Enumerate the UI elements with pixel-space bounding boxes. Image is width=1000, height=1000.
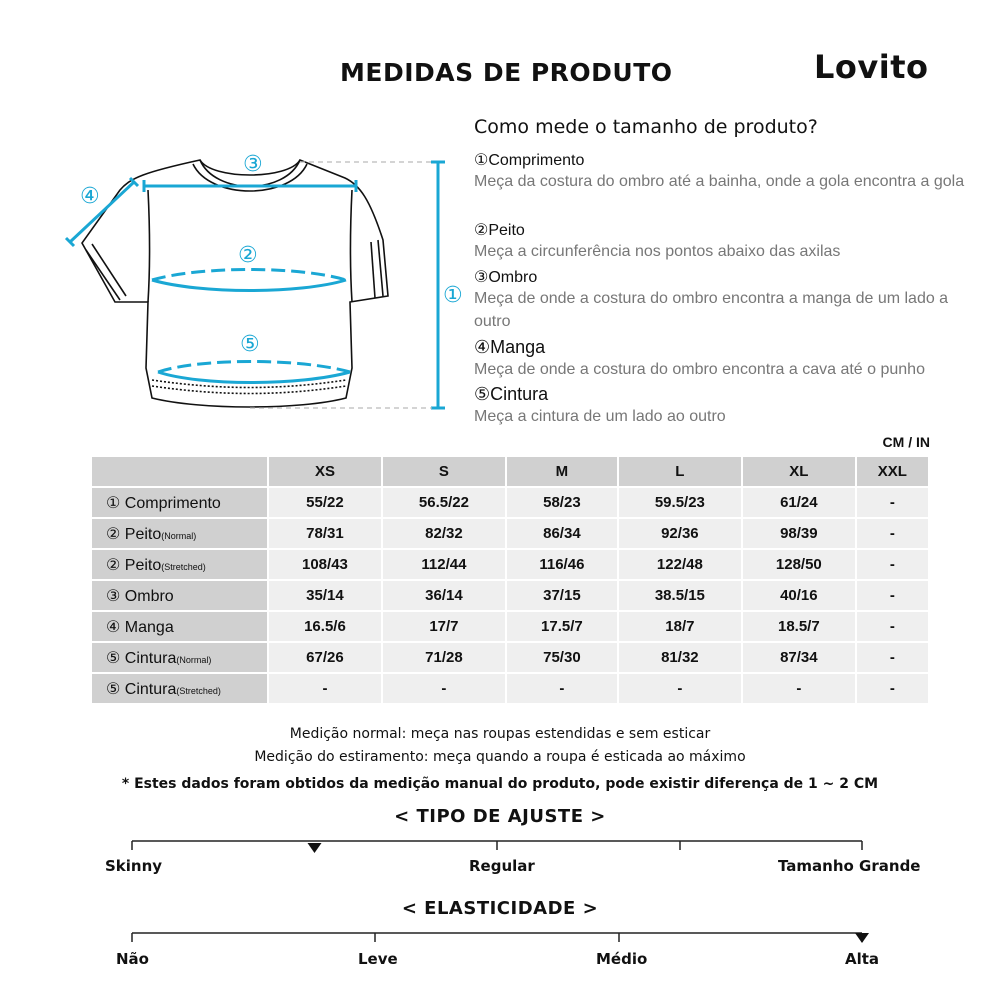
fit-label-oversize: Tamanho Grande	[778, 857, 921, 875]
table-cell: -	[619, 674, 741, 703]
chest-marker: ②	[238, 243, 258, 268]
table-cell: 128/50	[743, 550, 855, 579]
table-cell: 38.5/15	[619, 581, 741, 610]
table-header-row	[92, 457, 928, 486]
length-marker: ①	[443, 283, 463, 308]
table-row	[92, 612, 928, 641]
table-cell: 36/14	[383, 581, 505, 610]
table-cell: -	[507, 674, 617, 703]
table-cell: -	[857, 519, 928, 548]
table-cell: 18/7	[619, 612, 741, 641]
table-cell: 18.5/7	[743, 612, 855, 641]
table-cell: -	[383, 674, 505, 703]
fit-marker-icon	[308, 843, 322, 853]
row-label-text: ⑤ Cintura	[106, 649, 177, 667]
row-label-text: ③ Ombro	[106, 587, 174, 605]
column-header: S	[383, 457, 505, 486]
table-cell: 40/16	[743, 581, 855, 610]
table-cell: 35/14	[269, 581, 381, 610]
guide-title: Como mede o tamanho de produto?	[474, 116, 818, 138]
guide-heading: ⑤Cintura	[474, 384, 549, 404]
row-label-text: ⑤ Cintura	[106, 680, 177, 698]
column-header: XS	[269, 457, 381, 486]
row-label	[92, 519, 267, 548]
table-cell: 58/23	[507, 488, 617, 517]
row-label	[92, 550, 267, 579]
elasticity-title: < ELASTICIDADE >	[401, 898, 599, 919]
fit-title: < TIPO DE AJUSTE >	[394, 806, 606, 827]
sleeve-marker: ④	[80, 184, 100, 209]
guide-description: Meça da costura do ombro até a bainha, onde a gola encontra a gola	[474, 173, 965, 190]
normal-measure-note: Medição normal: meça nas roupas estendidas e sem esticar	[289, 726, 711, 742]
table-cell: 56.5/22	[383, 488, 505, 517]
table-cell: 17.5/7	[507, 612, 617, 641]
table-cell: 71/28	[383, 643, 505, 672]
table-cell: -	[857, 674, 928, 703]
size-table	[90, 455, 930, 705]
table-row	[92, 643, 928, 672]
row-label	[92, 612, 267, 641]
table-cell: 86/34	[507, 519, 617, 548]
table-cell: 92/36	[619, 519, 741, 548]
table-cell: 112/44	[383, 550, 505, 579]
row-label-text: ① Comprimento	[106, 494, 221, 512]
guide-item-chest	[474, 220, 974, 263]
table-cell: 81/32	[619, 643, 741, 672]
guide-item-sleeve	[474, 337, 974, 381]
row-label-qualifier: (Normal)	[161, 530, 197, 541]
stretch-measure-note: Medição do estiramento: meça quando a roupa é esticada ao máximo	[254, 749, 746, 765]
column-header: M	[507, 457, 617, 486]
elasticity-label-medium: Médio	[596, 950, 648, 968]
disclaimer-note: * Estes dados foram obtidos da medição manual do produto, pode existir diferença de 1 ~ 2 CM	[121, 776, 879, 792]
table-cell: -	[743, 674, 855, 703]
table-cell: 108/43	[269, 550, 381, 579]
table-cell: 87/34	[743, 643, 855, 672]
elasticity-label-light: Leve	[358, 950, 398, 968]
table-cell: -	[269, 674, 381, 703]
table-cell: -	[857, 612, 928, 641]
table-row	[92, 674, 928, 703]
guide-heading: ②Peito	[474, 222, 525, 239]
guide-item-length	[474, 150, 974, 193]
header-blank	[92, 457, 267, 486]
waist-marker: ⑤	[240, 332, 260, 357]
table-cell: 55/22	[269, 488, 381, 517]
row-label-text: ④ Manga	[106, 618, 174, 636]
row-label-text: ② Peito	[106, 525, 162, 543]
guide-item-shoulder	[474, 267, 974, 333]
shoulder-marker: ③	[243, 152, 263, 177]
fit-label-skinny: Skinny	[105, 857, 163, 875]
table-cell: 17/7	[383, 612, 505, 641]
table-row	[92, 488, 928, 517]
table-cell: -	[857, 488, 928, 517]
row-label	[92, 674, 267, 703]
table-cell: 82/32	[383, 519, 505, 548]
table-row	[92, 550, 928, 579]
table-cell: 67/26	[269, 643, 381, 672]
page-title: MEDIDAS DE PRODUTO	[340, 58, 673, 87]
guide-heading: ③Ombro	[474, 269, 538, 286]
guide-description: Meça a cintura de um lado ao outro	[474, 408, 726, 425]
table-cell: 75/30	[507, 643, 617, 672]
table-cell: 98/39	[743, 519, 855, 548]
guide-item-waist	[474, 384, 974, 428]
elasticity-label-high: Alta	[845, 950, 880, 968]
row-label	[92, 643, 267, 672]
table-row	[92, 581, 928, 610]
table-cell: 37/15	[507, 581, 617, 610]
row-label-qualifier: (Stretched)	[161, 561, 206, 572]
table-cell: -	[857, 550, 928, 579]
guide-description: Meça de onde a costura do ombro encontra a manga de um lado a outro	[474, 290, 949, 330]
guide-heading: ④Manga	[474, 337, 546, 357]
table-cell: 122/48	[619, 550, 741, 579]
row-label-qualifier: (Normal)	[176, 654, 212, 665]
table-cell: 59.5/23	[619, 488, 741, 517]
column-header: XL	[743, 457, 855, 486]
elasticity-marker-icon	[855, 933, 869, 943]
table-cell: 61/24	[743, 488, 855, 517]
guide-heading: ①Comprimento	[474, 152, 585, 169]
row-label	[92, 581, 267, 610]
guide-description: Meça de onde a costura do ombro encontra a cava até o punho	[474, 361, 925, 378]
table-cell: 16.5/6	[269, 612, 381, 641]
column-header: L	[619, 457, 741, 486]
row-label-qualifier: (Stretched)	[176, 685, 221, 696]
guide-description: Meça a circunferência nos pontos abaixo das axilas	[474, 243, 841, 260]
table-cell: 116/46	[507, 550, 617, 579]
table-cell: -	[857, 643, 928, 672]
table-row	[92, 519, 928, 548]
fit-label-regular: Regular	[469, 857, 535, 875]
row-label-text: ② Peito	[106, 556, 162, 574]
column-header: XXL	[857, 457, 928, 486]
table-cell: -	[857, 581, 928, 610]
row-label	[92, 488, 267, 517]
unit-label: CM / IN	[882, 434, 930, 450]
table-cell: 78/31	[269, 519, 381, 548]
brand-logo: Lovito	[814, 48, 929, 86]
elasticity-label-none: Não	[116, 950, 149, 968]
